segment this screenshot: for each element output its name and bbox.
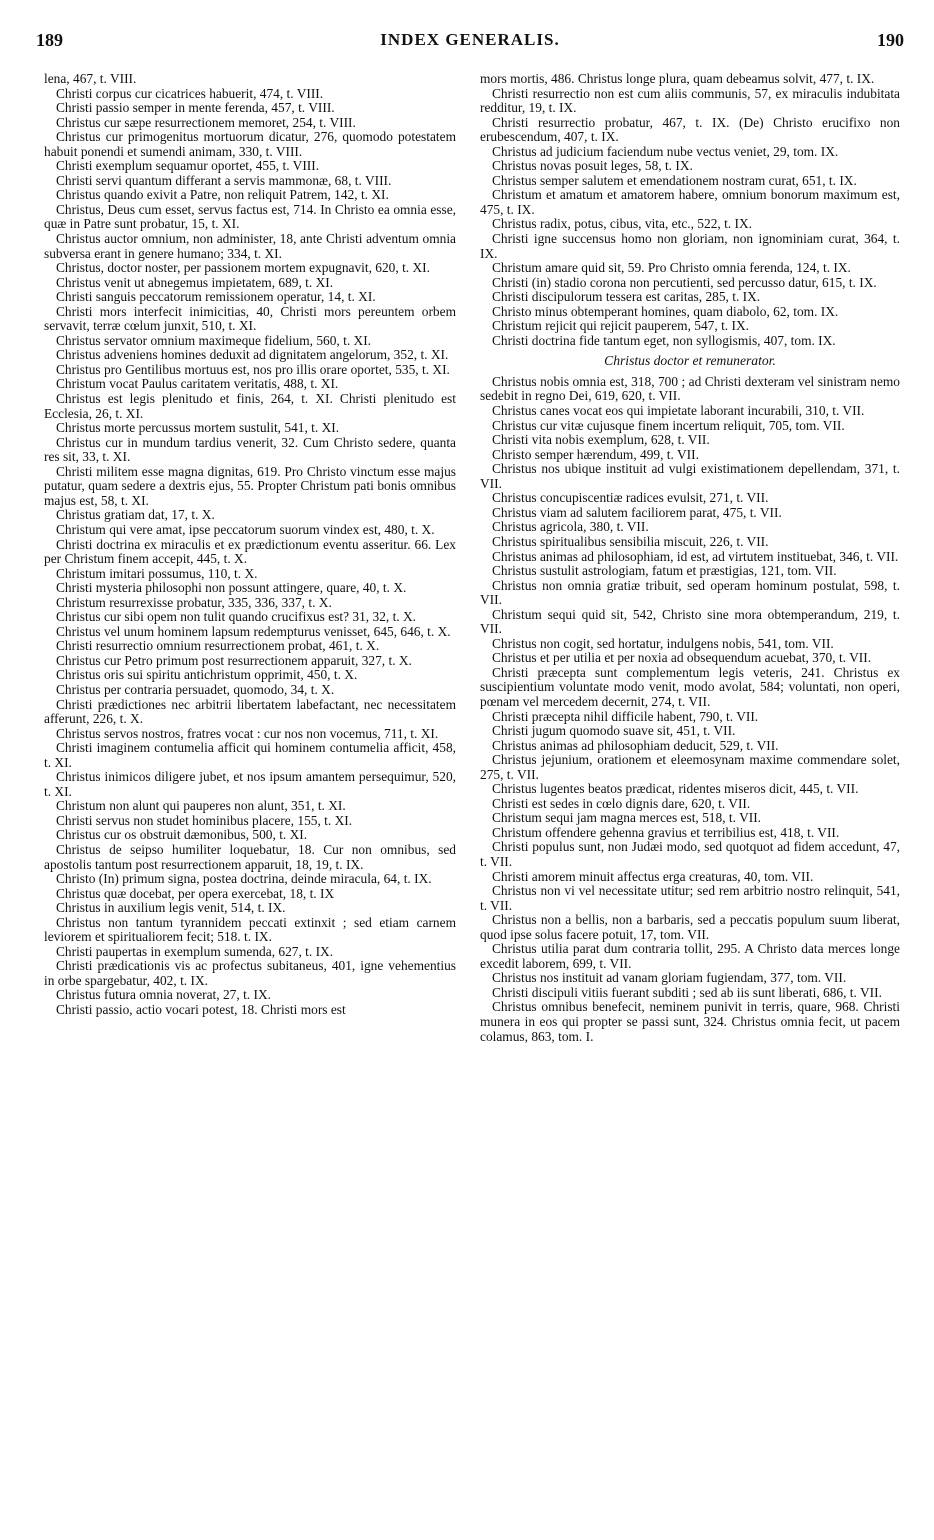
index-entry: Christi (in) stadio corona non percutienti, sed percusso datur, 615, t. IX. xyxy=(492,274,877,290)
index-entry: Christi resurrectio omnium resurrectionem probat, 461, t. X. xyxy=(56,638,380,654)
index-entry: Christi doctrina fide tantum eget, non syllogismis, 407, tom. IX. xyxy=(492,332,836,348)
index-entry: Christus cur primogenitus mortuorum dicatur, 276, quomodo potestatem habuit ponendi et sumendi animam, 330, t. VIII. xyxy=(44,129,456,159)
index-entry: mors mortis, 486. Christus longe plura, quam debeamus solvit, 477, t. IX. xyxy=(480,71,875,86)
index-entry: Christus cur Petro primum post resurrectionem apparuit, 327, t. X. xyxy=(56,652,412,668)
index-entry: Christum amare quid sit, 59. Pro Christo omnia ferenda, 124, t. IX. xyxy=(492,260,851,276)
index-entry: Christus est legis plenitudo et finis, 264, t. XI. Christi plenitudo est Ecclesia, 26, t. XI. xyxy=(44,391,456,421)
index-entry: Christum vocat Paulus caritatem veritatis, 488, t. XI. xyxy=(56,376,339,392)
index-entry: Christus et per utilia et per noxia ad obsequendum acuebat, 370, t. VII. xyxy=(492,650,872,666)
index-entry: Christus inimicos diligere jubet, et nos ipsum amantem persequimur, 520, t. XI. xyxy=(44,769,456,799)
right-column-bottom xyxy=(480,375,900,1044)
index-entry: Christus futura omnia noverat, 27, t. IX. xyxy=(56,987,271,1003)
index-entry: Christi mysteria philosophi non possunt attingere, quare, 40, t. X. xyxy=(56,580,407,596)
index-entry: Christum rejicit qui rejicit pauperem, 547, t. IX. xyxy=(492,318,749,334)
index-entry: Christus gratiam dat, 17, t. X. xyxy=(56,507,215,523)
index-entry: Christi paupertas in exemplum sumenda, 627, t. IX. xyxy=(56,943,334,959)
index-entry: Christus spiritualibus sensibilia miscuit, 226, t. VII. xyxy=(492,533,769,549)
left-column xyxy=(44,72,456,1018)
index-entry: Christus venit ut abnegemus impietatem, 689, t. XI. xyxy=(56,274,334,290)
index-entry: Christus animas ad philosophiam, id est, ad virtutem instituebat, 346, t. VII. xyxy=(492,548,899,564)
index-entry: Christus viam ad salutem faciliorem parat, 475, t. VII. xyxy=(492,504,782,520)
index-entry: Christo semper hærendum, 499, t. VII. xyxy=(492,446,699,462)
right-column-top xyxy=(480,72,900,348)
index-entry: Christus nos instituit ad vanam gloriam fugiendam, 377, tom. VII. xyxy=(492,970,847,986)
index-entry: Christi servi quantum differant a servis mammonæ, 68, t. VIII. xyxy=(56,172,392,188)
index-entry: Christus adveniens homines deduxit ad dignitatem angelorum, 352, t. XI. xyxy=(56,347,449,363)
index-entry: Christi vita nobis exemplum, 628, t. VII. xyxy=(492,432,710,448)
index-entry: Christi discipuli vitiis fuerant subditi ; sed ab iis sunt liberati, 686, t. VII. xyxy=(492,984,882,1000)
index-entry: Christus cur sæpe resurrectionem memoret, 254, t. VIII. xyxy=(56,114,356,130)
index-entry: Christum qui vere amat, ipse peccatorum suorum vindex est, 480, t. X. xyxy=(56,521,435,537)
index-entry: Christus non tantum tyrannidem peccati extinxit ; sed etiam carnem leviorem et spiritualiorem fecit; 518. t. IX. xyxy=(44,914,456,945)
index-entry: Christus per contraria persuadet, quomodo, 34, t. X. xyxy=(56,681,335,697)
index-entry: Christi imaginem contumelia afficit qui hominem contumelia afficit, 458, t. XI. xyxy=(44,740,456,770)
right-column xyxy=(480,72,900,1044)
index-entry: Christi jugum quomodo suave sit, 451, t. VII. xyxy=(492,723,736,739)
index-entry: Christum et amatum et amatorem habere, omnium bonorum maximum est, 475, t. IX. xyxy=(480,187,900,217)
index-entry: Christi militem esse magna dignitas, 619. Pro Christo vinctum esse majus putatur, quam sedere a dextris ejus, 55. Propter Christum pati bonis omnibus majus est, 58, t. XI. xyxy=(44,463,456,508)
index-entry: Christi præcepta nihil difficile habent, 790, t. VII. xyxy=(492,708,759,724)
index-entry: Christus omnibus benefecit, neminem punivit in terris, quare, 968. Christi munera in eos qui propter se passi sunt, 324. Christus omnia fecit, ut pacem colamus, 863, tom. I. xyxy=(480,999,900,1044)
index-entry: Christi præcepta sunt complementum legis veteris, 241. Christus ex suscipientium voluntate modo venit, modo avolat, 584; voluntati, non operi, pœnam vel mercedem decernit, 274, t. VII. xyxy=(480,664,900,709)
index-entry: Christus cur sibi opem non tulit quando crucifixus est? 31, 32, t. X. xyxy=(56,609,417,625)
index-entry: Christi igne succensus homo non gloriam, non ignominiam curat, 364, t. IX. xyxy=(480,231,900,261)
index-entry: Christum non alunt qui pauperes non alunt, 351, t. XI. xyxy=(56,798,346,814)
index-entry: Christo (In) primum signa, postea doctrina, deinde miracula, 64, t. IX. xyxy=(56,871,432,887)
index-entry: Christus non a bellis, non a barbaris, sed a peccatis populum suum liberat, quod ipse solus facere potuit, 17, tom. VII. xyxy=(480,912,900,942)
index-entry: Christus vel unum hominem lapsum redempturus venisset, 645, 646, t. X. xyxy=(56,623,451,639)
index-entry: Christus servos nostros, fratres vocat : cur nos non vocemus, 711, t. XI. xyxy=(56,725,439,741)
index-entry: Christus non omnia gratiæ tribuit, sed operam hominum postulat, 598, t. VII. xyxy=(480,577,900,608)
index-entry: Christus lugentes beatos prædicat, ridentes miseros dicit, 445, t. VII. xyxy=(492,781,859,797)
index-entry: Christus de seipso humiliter loquebatur, 18. Cur non omnibus, sed apostolis tantum post resurrectionem apparuit, 18, 19, t. IX. xyxy=(44,841,456,872)
index-entry: Christus quando exivit a Patre, non reliquit Patrem, 142, t. XI. xyxy=(56,187,389,203)
index-entry: Christus nobis omnia est, 318, 700 ; ad Christi dexteram vel sinistram nemo sedebit in regno Dei, 619, 620, t. VII. xyxy=(480,373,900,404)
index-entry: Christi resurrectio non est cum aliis communis, 57, ex miraculis indubitata redditur, 19, t. IX. xyxy=(480,85,900,116)
index-entry: Christum resurrexisse probatur, 335, 336, 337, t. X. xyxy=(56,594,332,610)
index-entry: Christus non cogit, sed hortatur, indulgens nobis, 541, tom. VII. xyxy=(492,635,834,651)
index-entry: Christum sequi quid sit, 542, Christo sine mora obtemperandum, 219, t. VII. xyxy=(480,606,900,637)
index-entry: Christus servator omnium maximeque fidelium, 560, t. XI. xyxy=(56,332,372,348)
index-entry: Christi prædictiones nec arbitrii libertatem labefactant, nec necessitatem afferunt, 226, t. X. xyxy=(44,696,456,727)
index-entry: Christus morte percussus mortem sustulit, 541, t. XI. xyxy=(56,420,340,436)
index-entry: Christus radix, potus, cibus, vita, etc., 522, t. IX. xyxy=(492,216,752,232)
index-entry: Christus cur vitæ cujusque finem incertum reliquit, 705, tom. VII. xyxy=(492,417,845,433)
index-entry: Christi populus sunt, non Judæi modo, sed quotquot ad fidem accedunt, 47, t. VII. xyxy=(480,839,900,869)
index-entry: Christi exemplum sequamur oportet, 455, t. VIII. xyxy=(56,158,320,174)
index-entry: Christus quæ docebat, per opera exercebat, 18, t. IX xyxy=(56,885,335,901)
index-entry: Christus in auxilium legis venit, 514, t. IX. xyxy=(56,900,286,916)
index-entry: Christus novas posuit leges, 58, t. IX. xyxy=(492,158,693,174)
index-entry: lena, 467, t. VIII. xyxy=(44,71,137,86)
index-entry: Christi sanguis peccatorum remissionem operatur, 14, t. XI. xyxy=(56,289,376,305)
index-entry: Christus, Deus cum esset, servus factus est, 714. In Christo ea omnia esse, quæ in Patre sunt probatur, 15, t. XI. xyxy=(44,201,456,232)
index-entry: Christi passio, actio vocari potest, 18. Christi mors est xyxy=(56,1002,346,1017)
index-entry: Christus semper salutem et emendationem nostram curat, 651, t. IX. xyxy=(492,172,857,188)
page-number-right: 190 xyxy=(877,30,904,50)
index-entry: Christum sequi jam magna merces est, 518, t. VII. xyxy=(492,810,762,826)
index-entry: Christi est sedes in cœlo dignis dare, 620, t. VII. xyxy=(492,795,751,811)
index-entry: Christus cur in mundum tardius venerit, 32. Cum Christo sedere, quanta res sit, 33, t. XI. xyxy=(44,434,456,465)
index-entry: Christo minus obtemperant homines, quam diabolo, 62, tom. IX. xyxy=(492,303,839,319)
page-number-left: 189 xyxy=(36,30,63,50)
index-entry: Christus concupiscentiæ radices evulsit, 271, t. VII. xyxy=(492,490,769,506)
index-entry: Christus pro Gentilibus mortuus est, nos pro illis orare oportet, 535, t. XI. xyxy=(56,361,450,377)
index-entry: Christi discipulorum tessera est caritas, 285, t. IX. xyxy=(492,289,761,305)
page-header xyxy=(36,30,904,54)
index-entry: Christus non vi vel necessitate utitur; sed rem arbitrio nostro relinquit, 541, t. VII. xyxy=(480,883,900,913)
index-entry: Christi prædicationis vis ac profectus subitaneus, 401, igne vehementius in orbe spargebatur, 402, t. IX. xyxy=(44,958,456,988)
index-entry: Christi servus non studet hominibus placere, 155, t. XI. xyxy=(56,812,353,828)
index-entry: Christus oris sui spiritu antichristum opprimit, 450, t. X. xyxy=(56,667,358,683)
index-entry: Christus, doctor noster, per passionem mortem expugnavit, 620, t. XI. xyxy=(56,260,430,276)
index-entry: Christus utilia parat dum contraria tollit, 295. A Christo data merces longe excedit laborem, 699, t. VII. xyxy=(480,941,900,971)
index-entry: Christum imitari possumus, 110, t. X. xyxy=(56,565,258,581)
section-subheading: Christus doctor et remunerator. xyxy=(604,353,776,369)
index-entry: Christus ad judicium faciendum nube vectus veniet, 29, tom. IX. xyxy=(492,143,839,159)
index-entry: Christum offendere gehenna gravius et terribilius est, 418, t. VII. xyxy=(492,824,840,840)
index-entry: Christi mors interfecit inimicitias, 40, Christi mors pereuntem orbem servavit, terræ cœlum junxit, 510, t. XI. xyxy=(44,303,456,334)
index-entry: Christus auctor omnium, non administer, 18, ante Christi adventum omnia subversa erant in genere humano; 334, t. XI. xyxy=(44,231,456,261)
index-entry: Christi resurrectio probatur, 467, t. IX. (De) Christo erucifixo non erubescendum, 407, t. IX. xyxy=(480,114,900,145)
index-entry: Christus agricola, 380, t. VII. xyxy=(492,519,649,535)
index-entry: Christus animas ad philosophiam deducit, 529, t. VII. xyxy=(492,737,779,753)
index-entry: Christi amorem minuit affectus erga creaturas, 40, tom. VII. xyxy=(492,868,814,884)
page-title: INDEX GENERALIS. xyxy=(380,30,560,49)
index-entry: Christi passio semper in mente ferenda, 457, t. VIII. xyxy=(56,100,335,116)
index-entry: Christi doctrina ex miraculis et ex prædictionum eventu asseritur. 66. Lex per Christum finem accepit, 445, t. X. xyxy=(44,536,456,567)
index-entry: Christus sustulit astrologiam, fatum et præstigias, 121, tom. VII. xyxy=(492,563,837,579)
index-entry: Christi corpus cur cicatrices habuerit, 474, t. VIII. xyxy=(56,85,324,101)
index-entry: Christus cur os obstruit dæmonibus, 500, t. XI. xyxy=(56,827,308,843)
index-entry: Christus canes vocat eos qui impietate laborant incurabili, 310, t. VII. xyxy=(492,403,865,419)
index-entry: Christus nos ubique instituit ad vulgi existimationem depellendam, 371, t. VII. xyxy=(480,461,900,491)
index-entry: Christus jejunium, orationem et eleemosynam maxime commendare solet, 275, t. VII. xyxy=(480,752,900,782)
